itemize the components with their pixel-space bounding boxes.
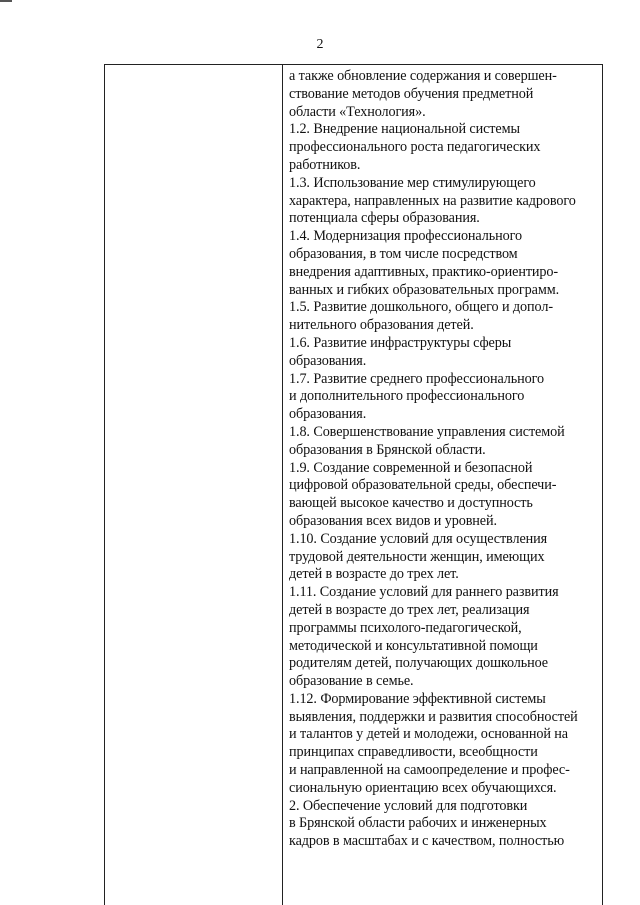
text-line: образования всех видов и уровней. [289, 512, 497, 529]
text-line: 1.10. Создание условий для осуществления [289, 530, 548, 547]
text-line: 1.4. Модернизация профессионального [289, 228, 522, 245]
text-line: 1.7. Развитие среднего профессионального [289, 370, 544, 387]
text-line: ванных и гибких образовательных программ. [289, 281, 560, 298]
text-line: внедрения адаптивных, практико-ориентиро- [289, 263, 559, 280]
text-line: образования, в том числе посредством [289, 245, 518, 262]
text-line: 1.5. Развитие дошкольного, общего и допол- [289, 299, 553, 316]
paragraph [289, 68, 600, 121]
text-line: 1.3. Использование мер стимулирующего [289, 174, 536, 191]
text-line: характера, направленных на развитие кадрового [289, 192, 576, 209]
scan-corner-mark [0, 0, 12, 2]
paragraph [289, 460, 600, 531]
paragraph [289, 175, 600, 228]
text-line: 1.9. Создание современной и безопасной [289, 459, 533, 476]
text-line: 2. Обеспечение условий для подготовки [289, 797, 528, 814]
paragraph [289, 424, 600, 460]
text-line: а также обновление содержания и совершен- [289, 68, 557, 84]
text-line: нительного образования детей. [289, 317, 474, 334]
text-line: в Брянской области рабочих и инженерных [289, 815, 547, 832]
paragraph [289, 335, 600, 371]
paragraph [289, 531, 600, 584]
text-line: родителям детей, получающих дошкольное [289, 655, 549, 672]
paragraph [289, 121, 600, 174]
text-line: цифровой образовательной среды, обеспечи- [289, 477, 557, 494]
text-line: 1.12. Формирование эффективной системы [289, 690, 546, 707]
text-line: области «Технология». [289, 103, 426, 120]
document-table [104, 64, 603, 905]
paragraph [289, 299, 600, 335]
text-line: 1.6. Развитие инфраструктуры сферы [289, 334, 512, 351]
text-line: выявления, поддержки и развития способностей [289, 708, 578, 725]
text-line: образования в Брянской области. [289, 441, 486, 458]
table-right-cell [284, 68, 602, 851]
text-line: и талантов у детей и молодежи, основанной на [289, 726, 568, 743]
paragraph [289, 371, 600, 424]
paragraph [289, 584, 600, 691]
text-line: трудовой деятельности женщин, имеющих [289, 548, 545, 565]
text-line: программы психолого-педагогической, [289, 619, 522, 636]
text-line: методической и консультативной помощи [289, 637, 538, 654]
paragraph [289, 798, 600, 851]
text-line: работников. [289, 156, 361, 173]
text-line: принципах справедливости, всеобщности [289, 744, 538, 761]
text-line: 1.8. Совершенствование управления системой [289, 423, 565, 440]
text-line: образования. [289, 406, 367, 423]
text-line: и направленной на самоопределение и профес- [289, 762, 570, 779]
paragraph [289, 691, 600, 798]
text-line: ствование методов обучения предметной [289, 85, 534, 102]
text-line: детей в возрасте до трех лет, реализация [289, 601, 530, 618]
page-number: 2 [316, 37, 324, 52]
text-line: и дополнительного профессионального [289, 388, 525, 405]
text-line: сиональную ориентацию всех обучающихся. [289, 779, 557, 796]
text-line: образования. [289, 352, 367, 369]
text-line: кадров в масштабах и с качеством, полностью [289, 833, 565, 850]
text-line: детей в возрасте до трех лет. [289, 566, 459, 583]
table-left-cell [105, 65, 283, 905]
text-line: профессионального роста педагогических [289, 139, 541, 156]
text-line: образование в семье. [289, 673, 414, 690]
text-line: 1.2. Внедрение национальной системы [289, 121, 520, 138]
paragraph [289, 228, 600, 299]
text-line: потенциала сферы образования. [289, 210, 480, 227]
text-line: 1.11. Создание условий для раннего развития [289, 584, 559, 601]
text-line: вающей высокое качество и доступность [289, 495, 533, 512]
